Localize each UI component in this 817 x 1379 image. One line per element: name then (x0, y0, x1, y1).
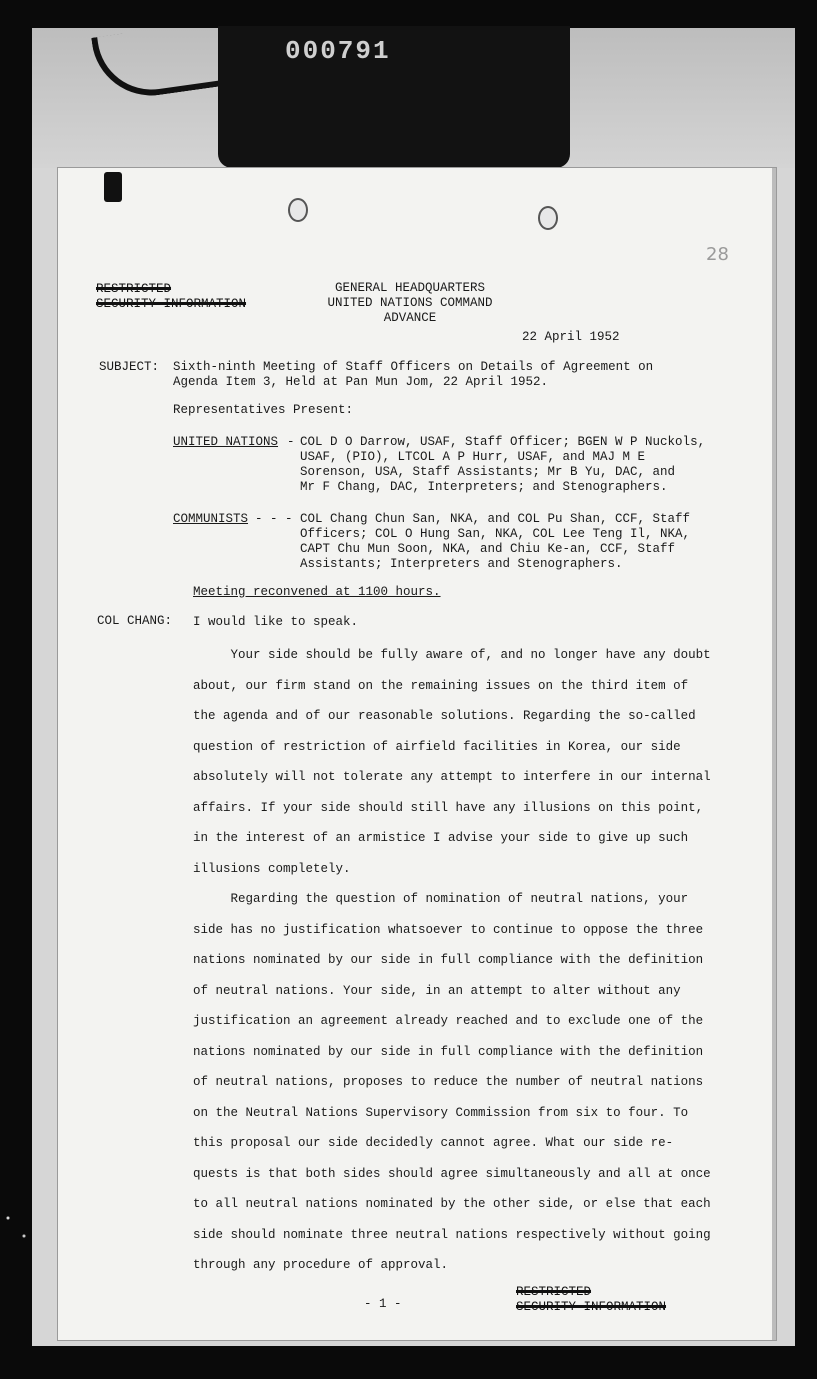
classification-top-line-2: SECURITY INFORMATION (96, 297, 247, 311)
body-line: question of restriction of airfield facilities in Korea, our side (193, 739, 681, 754)
body-line: side should nominate three neutral nations respectively without going (193, 1227, 711, 1242)
page-number: - 1 - (364, 1297, 402, 1311)
meeting-reconvened: Meeting reconvened at 1100 hours. (193, 585, 441, 599)
communists-line-3: CAPT Chu Mun Soon, NKA, and Chiu Ke-an, CCF, Staff (300, 542, 676, 556)
paper-clip-mark (104, 172, 122, 202)
body-line: absolutely will not tolerate any attempt to interfere in our internal (193, 770, 711, 784)
body-line: side has no justification whatsoever to continue to oppose the three (193, 922, 704, 937)
body-line: this proposal our side decidedly cannot agree. What our side re- (193, 1136, 674, 1150)
body-line: of neutral nations, proposes to reduce the number of neutral nations (193, 1075, 704, 1089)
communists-members (300, 512, 690, 572)
body-line: of neutral nations. Your side, in an attempt to alter without any (193, 983, 681, 998)
un-label: UNITED NATIONS (173, 435, 279, 449)
body-line: the agenda and of our reasonable solutions. Regarding the so-called (193, 709, 696, 723)
pencil-page-number: 28 (706, 244, 729, 265)
body-line: illusions completely. (193, 861, 351, 876)
speaker-label: COL CHANG: (97, 614, 173, 628)
subject-line-2: Agenda Item 3, Held at Pan Mun Jom, 22 April 1952. (173, 375, 549, 389)
classification-top-line-1: RESTRICTED (96, 282, 172, 296)
un-line-1: COL D O Darrow, USAF, Staff Officer; BGEN W P Nuckols, (300, 435, 706, 449)
body-line: Regarding the question of nomination of neutral nations, your (193, 892, 689, 906)
communists-line-2: Officers; COL O Hung San, NKA, COL Lee Teng Il, NKA, (300, 527, 691, 541)
archive-stamp-number: 000791 (285, 36, 391, 66)
body-line: about, our firm stand on the remaining issues on the third item of (193, 678, 689, 693)
body-line: Your side should be fully aware of, and no longer have any doubt (193, 648, 711, 662)
un-line-4: Mr F Chang, DAC, Interpreters; and Stenographers. (300, 480, 668, 494)
communists-line-4: Assistants; Interpreters and Stenographers. (300, 557, 623, 571)
subject-label: SUBJECT: (99, 360, 160, 374)
speaker-opening: I would like to speak. (193, 615, 359, 629)
letterhead (300, 281, 520, 326)
letterhead-line-3: ADVANCE (383, 311, 437, 325)
representatives-heading: Representatives Present: (173, 403, 354, 417)
subject-line-1: Sixth-ninth Meeting of Staff Officers on Details of Agreement on (173, 360, 654, 374)
body-line: in the interest of an armistice I advise your side to give up such (193, 831, 689, 845)
classification-bottom-line-2: SECURITY INFORMATION (516, 1300, 667, 1314)
communists-label: COMMUNISTS (173, 512, 249, 526)
body-line: to all neutral nations nominated by the other side, or else that each (193, 1197, 711, 1211)
punch-hole-left (288, 198, 308, 222)
punch-hole-right (538, 206, 558, 230)
un-line-3: Sorenson, USA, Staff Assistants; Mr B Yu, DAC, and (300, 465, 676, 479)
communists-line-1: COL Chang Chun San, NKA, and COL Pu Shan, CCF, Staff (300, 512, 691, 526)
body-line: on the Neutral Nations Supervisory Commission from six to four. To (193, 1105, 689, 1120)
letterhead-line-2: UNITED NATIONS COMMAND (327, 296, 493, 310)
un-dash: - (287, 435, 295, 449)
body-line: through any procedure of approval. (193, 1258, 449, 1272)
un-line-2: USAF, (PIO), LTCOL A P Hurr, USAF, and MAJ M E (300, 450, 646, 464)
classification-bottom-line-1: RESTRICTED (516, 1285, 592, 1299)
body-line: justification an agreement already reached and to exclude one of the (193, 1014, 704, 1028)
document-date: 22 April 1952 (522, 330, 620, 344)
body-line: nations nominated by our side in full compliance with the definition (193, 1044, 704, 1059)
subject-text (173, 360, 653, 390)
letterhead-line-1: GENERAL HEADQUARTERS (334, 281, 486, 295)
communists-dash: - - - (255, 512, 293, 526)
statement-body (193, 640, 711, 1281)
scan-speckle (0, 1200, 40, 1260)
body-line: quests is that both sides should agree simultaneously and all at once (193, 1166, 711, 1181)
un-members (300, 435, 705, 495)
body-line: affairs. If your side should still have any illusions on this point, (193, 800, 704, 815)
body-line: nations nominated by our side in full compliance with the definition (193, 953, 704, 967)
